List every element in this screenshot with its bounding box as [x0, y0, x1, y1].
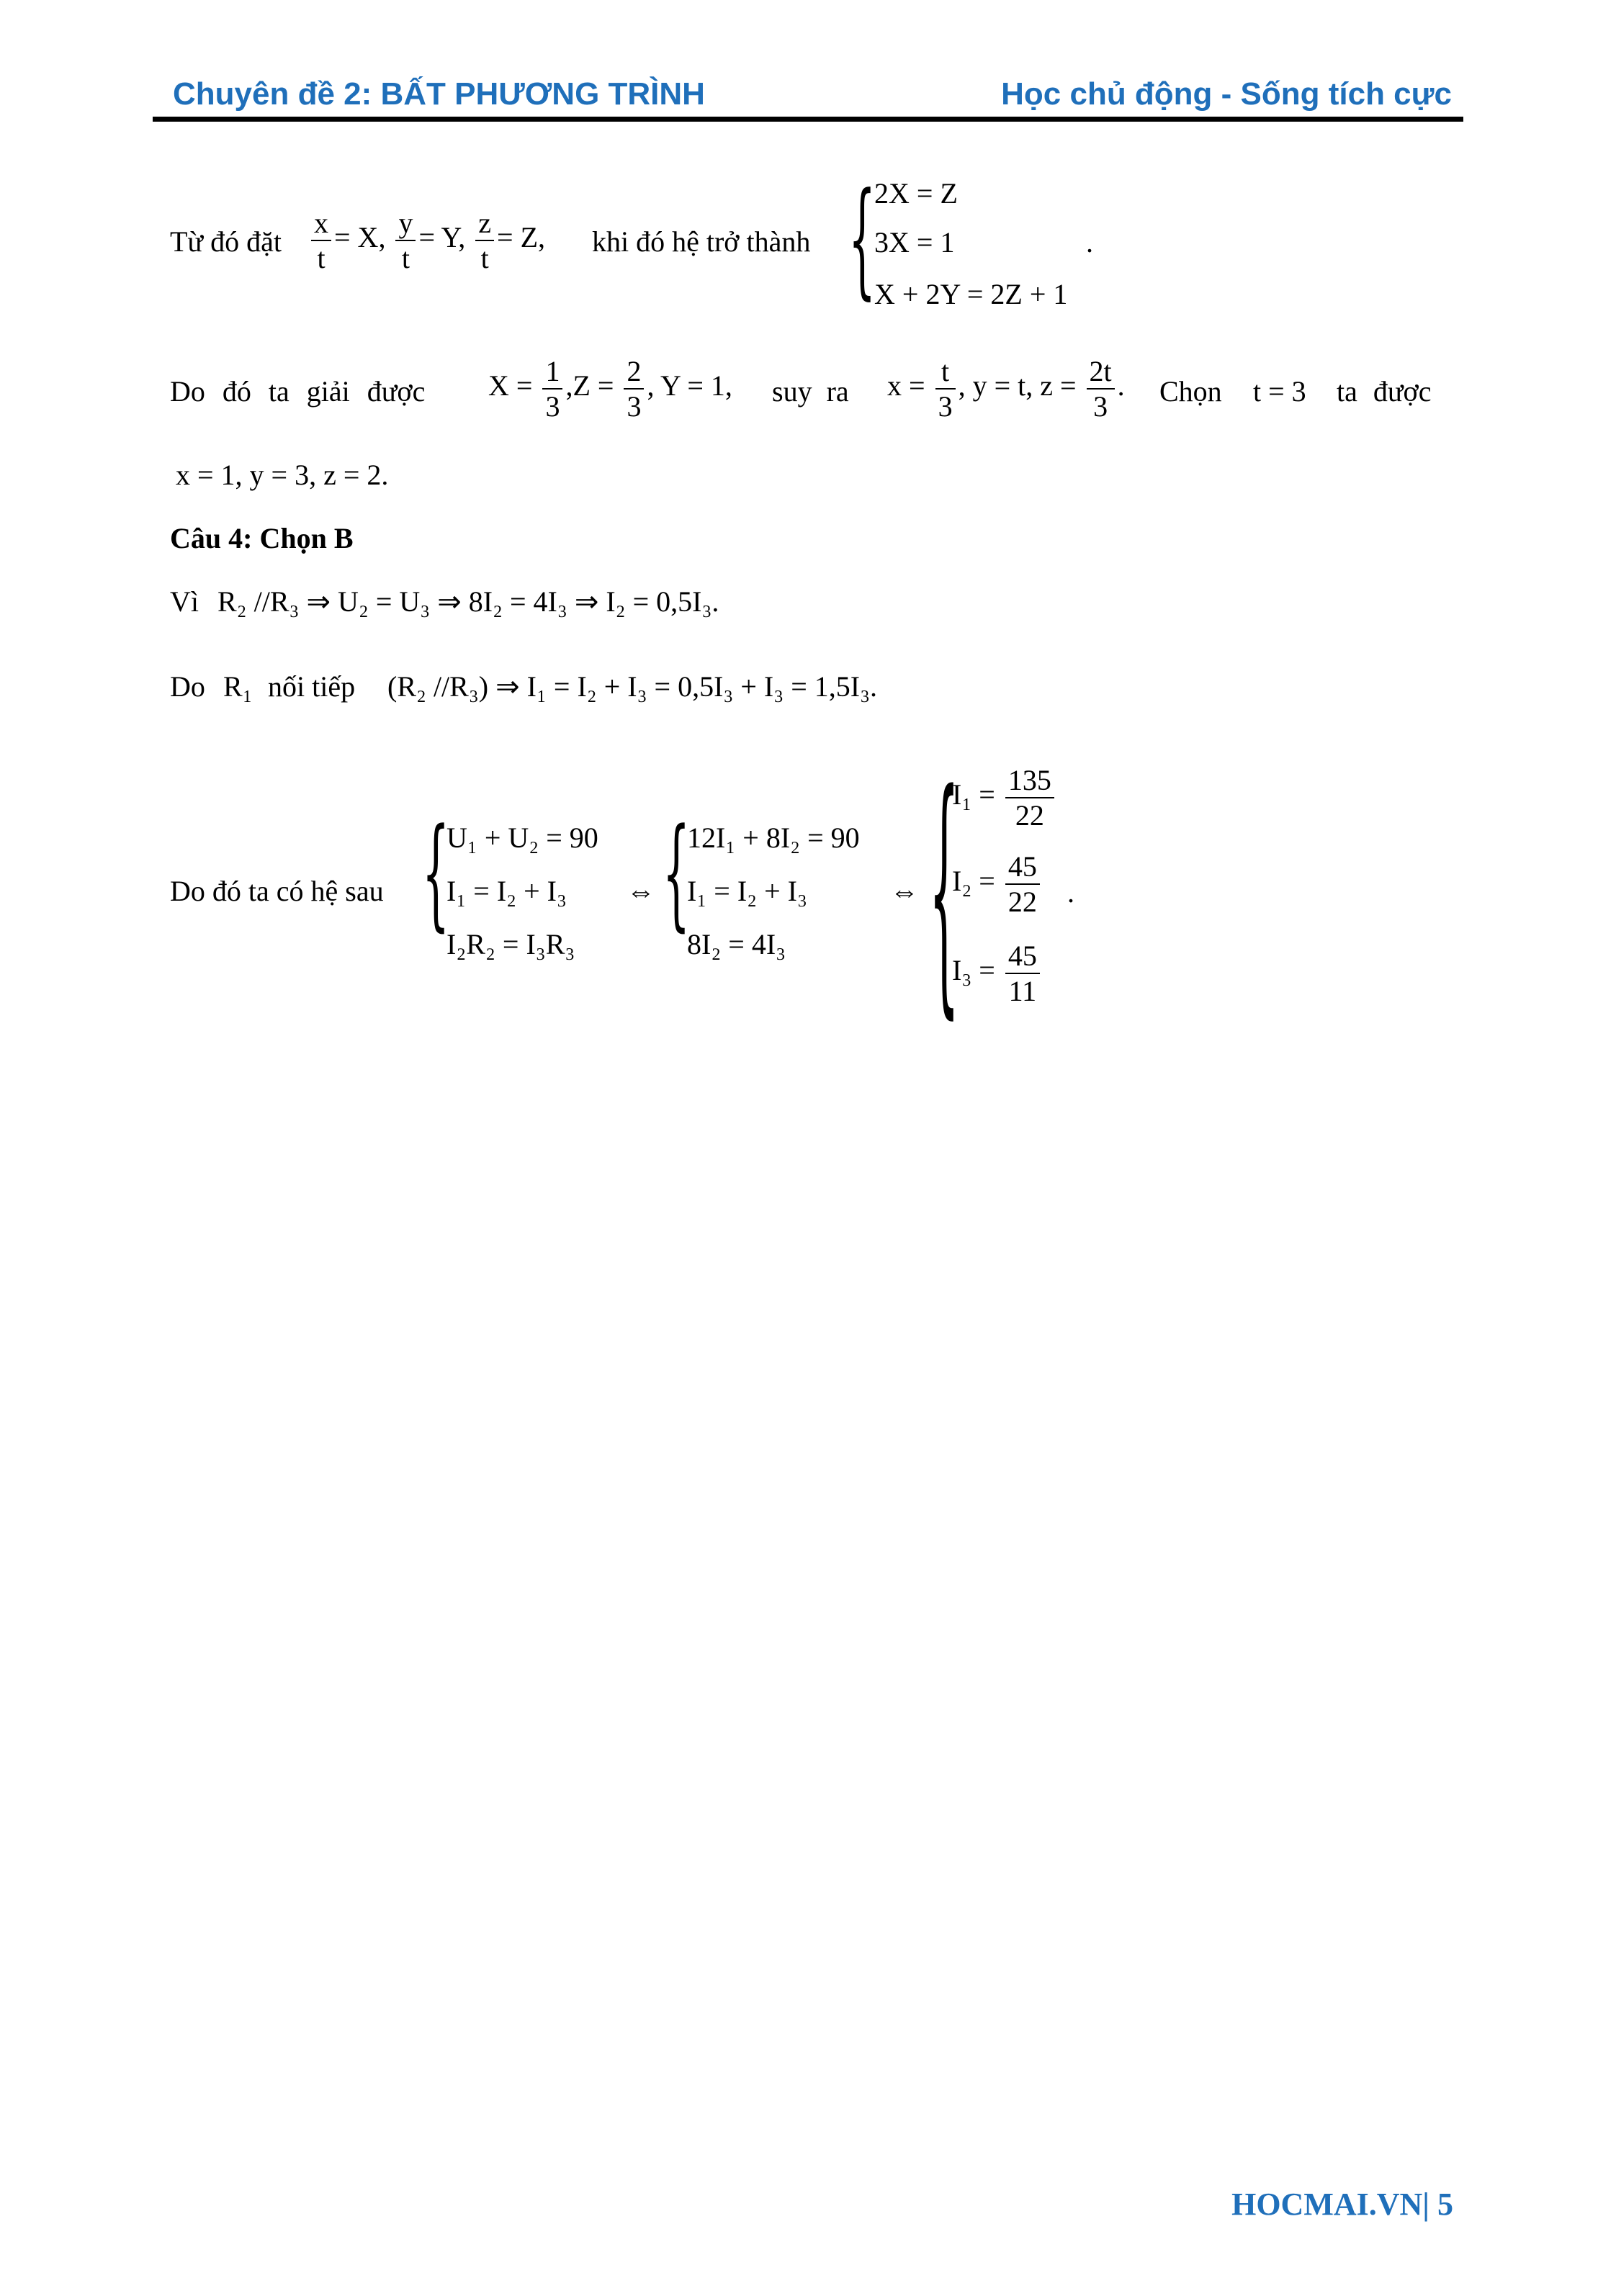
solution-I2: I₂ = $\frac{45}{22}$: [952, 850, 1043, 919]
solution-xyz: x = $\frac{t}{3}$ , y = t, z = $\frac{2t}{3}$ .: [887, 355, 1125, 423]
fraction-x-t: $\frac{x}{t}$: [311, 206, 331, 275]
solution-I3: I₃ = $\frac{45}{11}$: [952, 939, 1043, 1008]
question-4-title: Câu 4: Chọn B: [170, 522, 354, 554]
line2-t-value: t = 3: [1253, 375, 1306, 408]
line4-expr: R₂ //R₃ ⇒ U₂ = U₃ ⇒ 8I₂ = 4I₃ ⇒ I₂ = 0,5I₃.: [217, 585, 719, 618]
system2-eq1: U₁ + U₂ = 90: [446, 821, 598, 854]
system2-eq3: I₂R₂ = I₃R₃: [446, 928, 575, 960]
line6-prefix: Do đó ta có hệ sau: [170, 875, 384, 907]
system3-brace: {: [663, 803, 691, 944]
solution-XYZ: X = $\frac{1}{3}$ ,Z = $\frac{2}{3}$ , Y = 1,: [488, 355, 732, 423]
line5-noitiep: nối tiếp: [268, 670, 356, 703]
fraction-1-3: $\frac{1}{3}$: [542, 354, 562, 423]
fraction-z-t: $\frac{z}{t}$: [475, 206, 494, 275]
system4-period: .: [1067, 876, 1074, 909]
system1-eq3: X + 2Y = 2Z + 1: [874, 278, 1068, 310]
header-slogan: Học chủ động - Sống tích cực: [1001, 76, 1452, 112]
line5-r1: R₁: [223, 670, 253, 703]
line2-prefix: Do đó ta giải được: [170, 375, 426, 408]
system1-eq2: 3X = 1: [874, 226, 955, 258]
line1-middle: khi đó hệ trở thành: [592, 225, 811, 258]
system4-brace: {: [929, 742, 959, 1042]
system3-eq2: I₁ = I₂ + I₃: [687, 875, 807, 907]
system3-eq1: 12I₁ + 8I₂ = 90: [687, 821, 860, 854]
iff-symbol-2: ⇔: [890, 875, 919, 907]
system2-eq2: I₁ = I₂ + I₃: [446, 875, 567, 907]
page-header: [170, 72, 1459, 115]
fraction-t-3: $\frac{t}{3}$: [935, 354, 956, 423]
line5-expr: (R₂ //R₃) ⇒ I₁ = I₂ + I₃ = 0,5I₃ + I₃ = 1,5I₃.: [387, 670, 878, 703]
line4-vi: Vì: [170, 585, 199, 618]
substitution-expr: $\frac{x}{t}$ = X, $\frac{y}{t}$ = Y, $\frac{z}{t}$ = Z,: [308, 206, 545, 275]
system2-brace: {: [422, 803, 450, 944]
result-xyz: x = 1, y = 3, z = 2.: [176, 459, 389, 491]
system-brace: {: [848, 167, 876, 312]
line2-suyra: suy ra: [772, 375, 849, 408]
fraction-2t-3: $\frac{2t}{3}$: [1087, 354, 1115, 423]
fraction-2-3: $\frac{2}{3}$: [624, 354, 644, 423]
system1-period: .: [1086, 226, 1093, 258]
iff-symbol-1: ⇔: [627, 875, 655, 907]
fraction-135-22: $\frac{135}{22}$: [1005, 763, 1054, 832]
fraction-45-22: $\frac{45}{22}$: [1005, 850, 1040, 919]
fraction-45-11: $\frac{45}{11}$: [1005, 939, 1040, 1008]
line2-taduoc: ta được: [1337, 375, 1432, 408]
page-footer: HOCMAI.VN| 5: [1231, 2187, 1453, 2222]
line5-do: Do: [170, 670, 205, 703]
system3-eq3: 8I₂ = 4I₃: [687, 928, 786, 960]
header-divider: [153, 117, 1463, 122]
line1-prefix: Từ đó đặt: [170, 225, 282, 258]
fraction-y-t: $\frac{y}{t}$: [395, 206, 416, 275]
header-topic: Chuyên đề 2: BẤT PHƯƠNG TRÌNH: [173, 76, 705, 112]
solution-I1: I₁ = $\frac{135}{22}$: [952, 763, 1057, 832]
line2-chon: Chọn: [1159, 375, 1222, 408]
system1-eq1: 2X = Z: [874, 177, 958, 210]
